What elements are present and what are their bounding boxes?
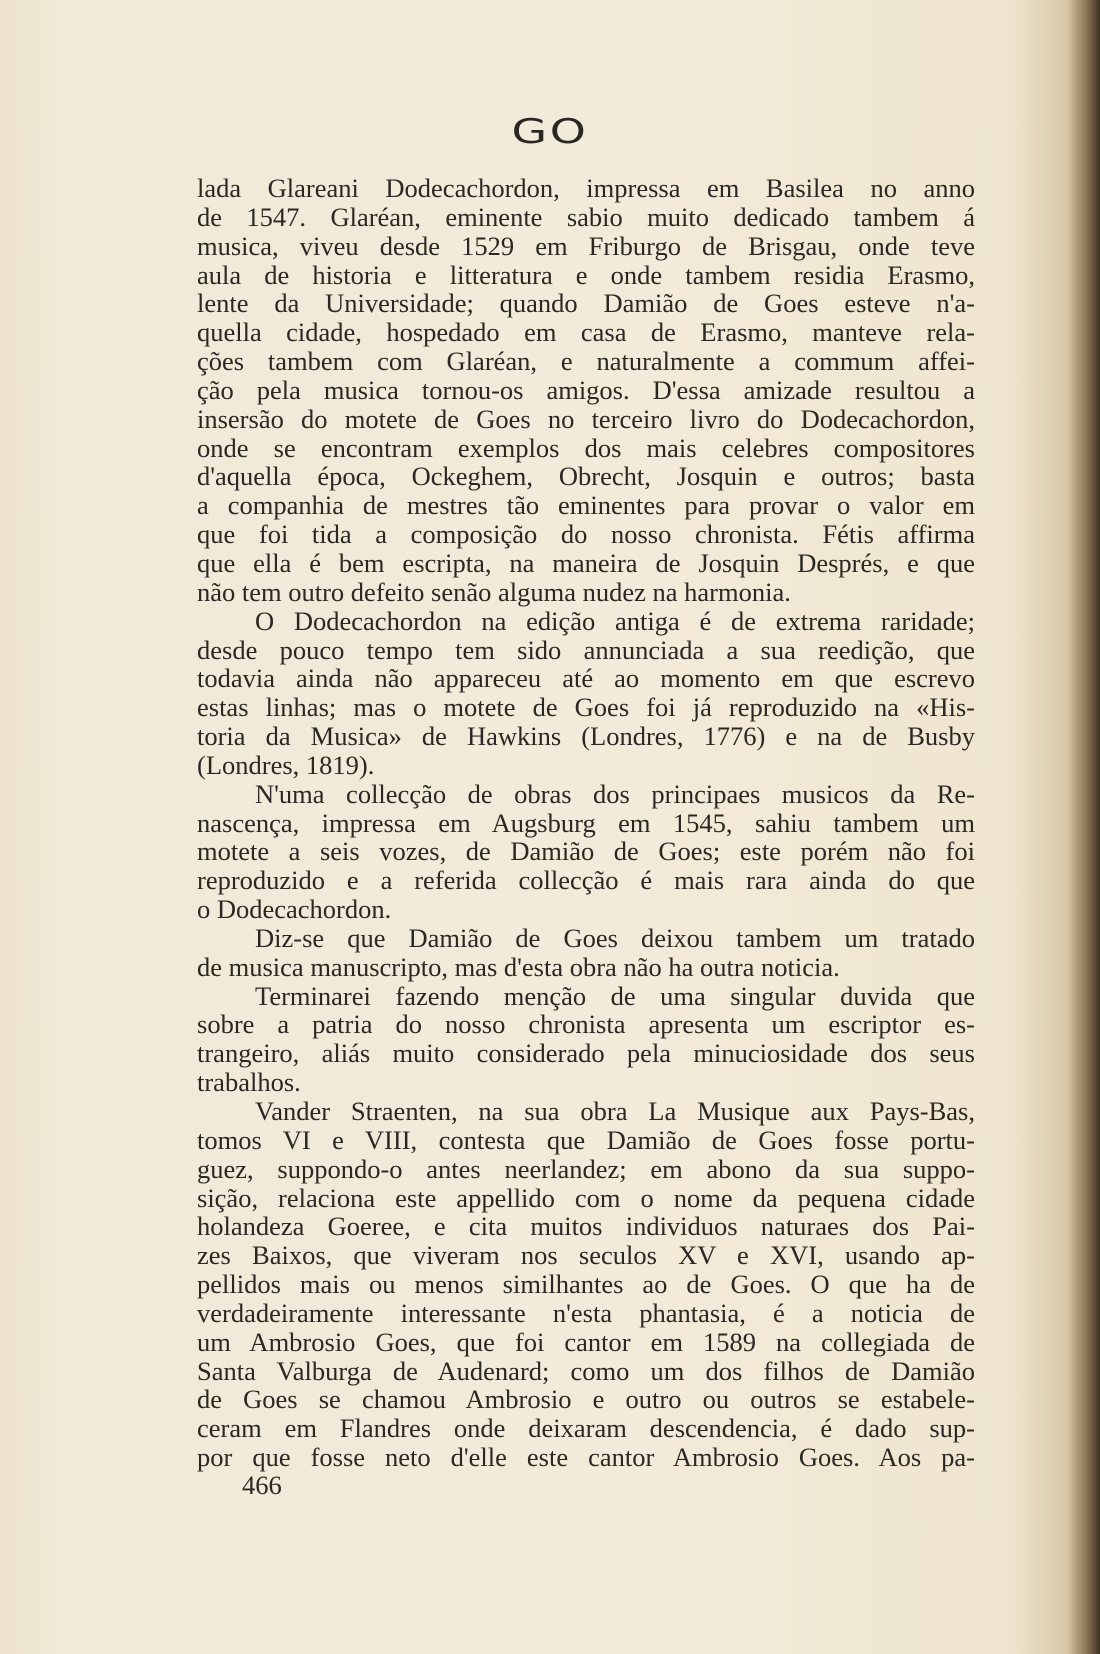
text-line: zes Baixos, que viveram nos seculos XV e XVI, usando ap- <box>197 1240 975 1271</box>
text-line: trabalhos. <box>197 1067 301 1098</box>
text-line: de Goes se chamou Ambrosio e outro ou outros se estabele- <box>197 1384 975 1415</box>
text-line: que ella é bem escripta, na maneira de Josquin Després, e que <box>197 547 975 578</box>
text-line: N'uma collecção de obras dos principaes musicos da Re- <box>255 778 975 809</box>
text-line: insersão do motete de Goes no terceiro livro do Dodecachordon, <box>197 403 975 434</box>
text-line: ceram em Flandres onde deixaram descendencia, é dado sup- <box>197 1413 975 1444</box>
text-line: (Londres, 1819). <box>197 749 375 780</box>
text-line: a companhia de mestres tão eminentes para provar o valor em <box>197 490 975 521</box>
text-line: lada Glareani Dodecachordon, impressa em Basilea no anno <box>197 173 975 203</box>
running-head: GO <box>511 112 589 152</box>
text-line: musica, viveu desde 1529 em Friburgo de Brisgau, onde teve <box>197 230 975 261</box>
text-line: estas linhas; mas o motete de Goes foi já reproduzido na «His- <box>197 692 975 723</box>
text-line: de 1547. Glaréan, eminente sabio muito dedicado tambem á <box>197 201 975 232</box>
text-line: motete a seis vozes, de Damião de Goes; este porém não foi <box>197 836 975 867</box>
text-line: sobre a patria do nosso chronista apresenta um escriptor es- <box>197 1009 975 1040</box>
text-line: lente da Universidade; quando Damião de Goes esteve n'a- <box>197 288 975 319</box>
text-line: holandeza Goeree, e cita muitos individuos naturaes dos Pai- <box>197 1211 975 1242</box>
text-line: pellidos mais ou menos similhantes ao de Goes. O que ha de <box>197 1269 975 1300</box>
text-line: um Ambrosio Goes, que foi cantor em 1589 na collegiada de <box>197 1326 975 1357</box>
text-line: ção pela musica tornou-os amigos. D'essa amizade resultou a <box>197 374 975 405</box>
text-line: Terminarei fazendo menção de uma singular duvida que <box>255 980 975 1011</box>
body-text <box>197 174 975 1472</box>
text-line: não tem outro defeito senão alguma nudez na harmonia. <box>197 576 791 607</box>
text-line: sição, relaciona este appellido com o nome da pequena cidade <box>197 1182 975 1213</box>
text-line: por que fosse neto d'elle este cantor Ambrosio Goes. Aos pa- <box>197 1442 975 1473</box>
text-line: onde se encontram exemplos dos mais celebres compositores <box>197 432 975 463</box>
text-line: todavia ainda não appareceu até ao momento em que escrevo <box>197 663 975 694</box>
text-line: toria da Musica» de Hawkins (Londres, 1776) e na de Busby <box>197 721 975 752</box>
text-line: o Dodecachordon. <box>197 894 392 925</box>
text-line: Santa Valburga de Audenard; como um dos filhos de Damião <box>197 1355 975 1386</box>
text-line: trangeiro, aliás muito considerado pela minuciosidade dos seus <box>197 1038 975 1069</box>
text-line: Vander Straenten, na sua obra La Musique aux Pays-Bas, <box>255 1096 975 1126</box>
text-line: Diz-se que Damião de Goes deixou tambem um tratado <box>255 922 975 953</box>
text-line: nascença, impressa em Augsburg em 1545, sahiu tambem um <box>197 807 975 838</box>
text-line: ções tambem com Glaréan, e naturalmente a commum affei- <box>197 346 975 377</box>
text-line: quella cidade, hospedado em casa de Erasmo, manteve rela- <box>197 317 975 348</box>
text-line: tomos VI e VIII, contesta que Damião de Goes fosse portu- <box>197 1124 975 1155</box>
text-line: desde pouco tempo tem sido annunciada a sua reedição, que <box>197 634 975 665</box>
text-line: guez, suppondo-o antes neerlandez; em abono da sua suppo- <box>197 1153 975 1184</box>
text-line: verdadeiramente interessante n'esta phantasia, é a noticia de <box>197 1297 975 1328</box>
text-line: de musica manuscripto, mas d'esta obra não ha outra noticia. <box>197 951 840 982</box>
text-line: reproduzido e a referida collecção é mais rara ainda do que <box>197 865 975 896</box>
page-number: 466 <box>242 1470 282 1500</box>
text-line: O Dodecachordon na edição antiga é de extrema raridade; <box>255 605 975 636</box>
text-line: que foi tida a composição do nosso chronista. Fétis affirma <box>197 519 975 550</box>
text-line: aula de historia e litteratura e onde tambem residia Erasmo, <box>197 259 975 290</box>
text-line: d'aquella época, Ockeghem, Obrecht, Josquin e outros; basta <box>197 461 975 492</box>
